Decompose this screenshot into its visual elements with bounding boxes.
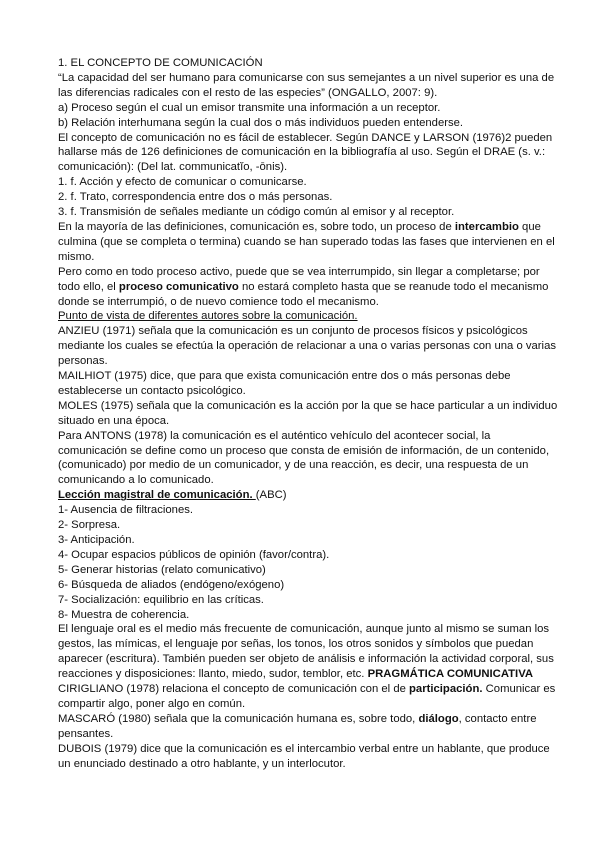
ongallo-quote: “La capacidad del ser humano para comunicarse con sus semejantes a un nivel superior es una de las diferencias radicales con el resto de las especies” (ONGALLO, 2007: 9). <box>58 71 555 99</box>
drae-definition-1: 1. f. Acción y efecto de comunicar o comunicarse. <box>58 176 307 189</box>
cirigliano-paragraph: CIRIGLIANO (1978) relaciona el concepto de comunicación con el de participación. Comunicar es compartir algo, poner algo en común. <box>58 683 556 710</box>
proceso-paragraph: Pero como en todo proceso activo, puede que se vea interrumpido, sin llegar a completarse; por todo ello, el proceso comunicativo no estará completo hasta que se reanude todo el mecanismo donde se interrumpió, o de nuevo comience todo el mecanismo. <box>58 265 549 308</box>
leccion-item: 5- Generar historias (relato comunicativo) <box>58 563 266 576</box>
definition-b: b) Relación interhumana según la cual dos o más individuos pueden entenderse. <box>58 116 464 129</box>
authors-heading: Punto de vista de diferentes autores sobre la comunicación. <box>58 310 358 323</box>
leccion-title: Lección magistral de comunicación. <box>58 489 256 502</box>
leccion-item: 1- Ausencia de filtraciones. <box>58 504 194 517</box>
leccion-heading <box>58 488 558 503</box>
leccion-item: 8- Muestra de coherencia. <box>58 608 190 621</box>
leccion-item: 6- Búsqueda de aliados (endógeno/exógeno) <box>58 578 285 591</box>
pragmatica-term: PRAGMÁTICA COMUNICATIVA <box>367 668 534 681</box>
concept-paragraph: El concepto de comunicación no es fácil de establecer. Según DANCE y LARSON (1976)2 pueden hallarse más de 126 definiciones de comunicación en la bibliografía al uso. Según el DRAE (s. v.: comunicación): (Del lat. communicatĭo, -ōnis). <box>58 131 553 174</box>
leccion-item: 2- Sorpresa. <box>58 519 121 532</box>
leccion-item: 3- Anticipación. <box>58 534 135 546</box>
dubois-paragraph: DUBOIS (1979) dice que la comunicación es el intercambio verbal entre un hablante, que produce un enunciado destinado a otro hablante, y un interlocutor. <box>58 742 550 770</box>
leccion-source: (ABC) <box>255 489 287 502</box>
leccion-item: 4- Ocupar espacios públicos de opinión (favor/contra). <box>58 548 330 561</box>
author-moles: MOLES (1975) señala que la comunicación es la acción por la que se hace particular a un individuo situado en una época. <box>58 399 558 427</box>
oral-language-paragraph: El lenguaje oral es el medio más frecuente de comunicación, aunque junto al mismo se suman los gestos, las mímicas, el lenguaje por señas, los tonos, los otros sonidos y símbolos que puedan aparecer (escritura). También pueden ser objeto de análisis e información la actividad corporal, sus reacciones y disposiciones: llanto, miedo, sudor, temblor, etc. PRAGMÁTICA COMUNICATIVA <box>58 623 554 681</box>
author-antons: Para ANTONS (1978) la comunicación es el auténtico vehículo del acontecer social, la comunicación se define como un proceso que consta de emisión de información, de un contenido, (comunicado) por medio de un comunicador, y de una reacción, es decir, una respuesta de un comunicando a lo comunicado. <box>58 429 550 487</box>
intercambio-paragraph: En la mayoría de las definiciones, comunicación es, sobre todo, un proceso de intercambio que culmina (que se completa o termina) cuando se han superado todas las fases que intervienen en el mismo. <box>58 220 555 263</box>
definition-a: a) Proceso según el cual un emisor transmite una información a un receptor. <box>58 101 441 114</box>
author-mailhiot: MAILHIOT (1975) dice, que para que exista comunicación entre dos o más personas debe establecerse un contacto psicológico. <box>58 370 511 397</box>
drae-definition-2: 2. f. Trato, correspondencia entre dos o más personas. <box>58 191 333 204</box>
document-body <box>58 56 558 772</box>
participacion-term: participación. <box>409 683 483 696</box>
dialogo-term: diálogo <box>418 712 459 725</box>
drae-definition-3: 3. f. Transmisión de señales mediante un código común al emisor y al receptor. <box>58 206 455 219</box>
author-anzieu: ANZIEU (1971) señala que la comunicación es un conjunto de procesos físicos y psicológicos mediante los cuales se efectúa la operación de relacionar a una o varias personas con una o varias personas. <box>58 325 556 368</box>
intercambio-term: intercambio <box>454 220 519 233</box>
leccion-item: 7- Socialización: equilibrio en las críticas. <box>58 593 264 606</box>
proceso-comunicativo-term: proceso comunicativo <box>118 280 239 293</box>
mascaro-paragraph: MASCARÓ (1980) señala que la comunicación humana es, sobre todo, diálogo, contacto entre pensantes. <box>58 712 537 740</box>
section-heading: 1. EL CONCEPTO DE COMUNICACIÓN <box>58 57 263 69</box>
